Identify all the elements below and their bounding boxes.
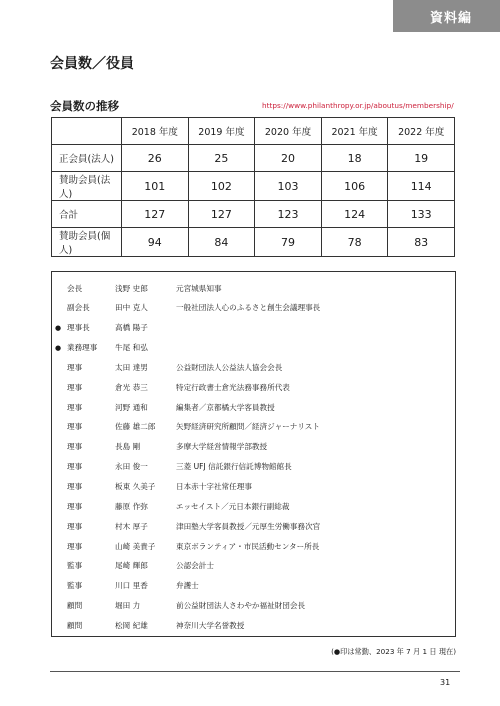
officer-role: 理事 [67, 362, 83, 372]
officer-row [52, 596, 455, 616]
officer-row [52, 496, 455, 516]
officer-role: 副会長 [67, 303, 90, 313]
officer-name: 河野 通和 [115, 402, 148, 412]
officer-name: 高橋 陽子 [115, 323, 148, 333]
member-count-cell: 83 [388, 228, 455, 257]
officer-row [52, 397, 455, 417]
officer-row [52, 477, 455, 497]
officer-name: 田中 克人 [115, 303, 148, 313]
officer-name: 堀田 力 [115, 601, 141, 611]
section-tab: 資料編 [393, 0, 500, 32]
member-count-cell: 103 [255, 172, 322, 201]
member-count-cell: 127 [188, 201, 255, 228]
officer-affiliation: 多摩大学経営情報学部教授 [176, 442, 268, 452]
officer-role: 理事長 [67, 323, 90, 333]
officer-affiliation: 矢野経済研究所顧問／経済ジャーナリスト [176, 422, 320, 432]
officer-role: 顧問 [67, 601, 83, 611]
officer-name: 藤原 作弥 [115, 501, 148, 511]
officer-row [52, 437, 455, 457]
member-count-cell: 25 [188, 145, 255, 172]
officer-row [52, 536, 455, 556]
officer-role: 理事 [67, 422, 83, 432]
officer-name: 村木 厚子 [115, 521, 148, 531]
officer-affiliation: 特定行政書士倉光法務事務所代表 [176, 382, 290, 392]
officer-affiliation: 三菱 UFJ 信託銀行信託博物館館長 [176, 462, 292, 472]
officer-affiliation: 公益財団法人公益法人協会会長 [176, 362, 283, 372]
officer-name: 山崎 美貴子 [115, 541, 156, 551]
year-header: 2020 年度 [255, 118, 322, 145]
member-count-cell: 18 [321, 145, 388, 172]
officer-row [52, 556, 455, 576]
membership-table-body [52, 145, 455, 257]
officer-name: 尾崎 輝郎 [115, 561, 148, 571]
table-row [52, 145, 455, 172]
officer-role: 会長 [67, 283, 83, 293]
officer-name: 浅野 史郎 [115, 283, 148, 293]
officer-affiliation: エッセイスト／元日本銀行副総裁 [176, 501, 290, 511]
footer-divider [50, 671, 460, 672]
year-header: 2022 年度 [388, 118, 455, 145]
officer-row [52, 457, 455, 477]
officer-name: 川口 里香 [115, 581, 148, 591]
officer-role: 監事 [67, 561, 83, 571]
member-count-cell: 101 [122, 172, 189, 201]
officer-role: 顧問 [67, 620, 83, 630]
officer-fulltime-mark: ● [55, 323, 62, 332]
officer-row [52, 615, 455, 635]
officer-name: 倉光 恭三 [115, 382, 148, 392]
officer-role: 理事 [67, 521, 83, 531]
officer-row [52, 338, 455, 358]
member-count-cell: 124 [321, 201, 388, 228]
member-count-cell: 114 [388, 172, 455, 201]
membership-table [51, 117, 455, 257]
member-count-cell: 127 [122, 201, 189, 228]
officer-row [52, 278, 455, 298]
member-count-cell: 133 [388, 201, 455, 228]
officer-name: 牛尾 和弘 [115, 343, 148, 353]
member-count-cell: 78 [321, 228, 388, 257]
officers-footnote: (●印は常勤、2023 年 7 月 1 日 現在) [331, 647, 456, 656]
member-count-cell: 19 [388, 145, 455, 172]
officer-affiliation: 公認会計士 [176, 561, 214, 571]
officer-row [52, 298, 455, 318]
member-count-cell: 94 [122, 228, 189, 257]
officers-list [51, 271, 456, 637]
officer-row [52, 357, 455, 377]
officer-name: 太田 達男 [115, 362, 148, 372]
row-label: 賛助会員(法人) [52, 172, 122, 201]
officer-row [52, 318, 455, 338]
officer-role: 理事 [67, 402, 83, 412]
officer-row [52, 377, 455, 397]
officer-role: 理事 [67, 501, 83, 511]
row-label: 賛助会員(個人) [52, 228, 122, 257]
officer-affiliation: 津田塾大学客員教授／元厚生労働事務次官 [176, 521, 321, 531]
year-header: 2021 年度 [321, 118, 388, 145]
officer-fulltime-mark: ● [55, 343, 62, 352]
officer-affiliation: 日本赤十字社常任理事 [176, 482, 252, 491]
officer-name: 長島 剛 [115, 442, 141, 452]
year-header: 2019 年度 [188, 118, 255, 145]
officer-role: 理事 [67, 442, 83, 452]
officer-role: 理事 [67, 541, 83, 551]
member-count-cell: 106 [321, 172, 388, 201]
officer-affiliation: 編集者／京都橘大学客員教授 [176, 402, 275, 412]
officer-row [52, 516, 455, 536]
officer-role: 理事 [67, 482, 83, 491]
row-label: 合計 [52, 201, 122, 228]
officer-role: 監事 [67, 581, 83, 591]
page-title: 会員数／役員 [50, 56, 134, 72]
membership-heading: 会員数の推移 [50, 99, 119, 113]
officer-affiliation: 一般社団法人心のふるさと創生会議理事長 [176, 303, 321, 313]
officer-row [52, 417, 455, 437]
member-count-cell: 20 [255, 145, 322, 172]
table-row [52, 172, 455, 201]
table-row [52, 201, 455, 228]
officer-name: 板東 久美子 [115, 482, 156, 491]
member-count-cell: 84 [188, 228, 255, 257]
member-count-cell: 123 [255, 201, 322, 228]
year-header: 2018 年度 [122, 118, 189, 145]
officer-affiliation: 神奈川大学名誉教授 [176, 620, 245, 630]
officer-affiliation: 前公益財団法人さわやか福祉財団会長 [176, 601, 306, 611]
table-row [52, 228, 455, 257]
member-count-cell: 102 [188, 172, 255, 201]
corner-cell [52, 118, 122, 145]
officer-affiliation: 元宮城県知事 [176, 283, 222, 293]
officer-role: 理事 [67, 462, 83, 472]
officer-role: 理事 [67, 382, 83, 392]
officer-name: 永田 俊一 [115, 462, 148, 472]
member-count-cell: 79 [255, 228, 322, 257]
officer-row [52, 576, 455, 596]
page-number: 31 [440, 678, 451, 687]
member-count-cell: 26 [122, 145, 189, 172]
officer-role: 業務理事 [67, 343, 98, 353]
membership-source-link[interactable]: https://www.philanthropy.or.jp/aboutus/membership/ [262, 101, 454, 110]
officer-name: 佐藤 雄二郎 [115, 422, 156, 432]
row-label: 正会員(法人) [52, 145, 122, 172]
officer-affiliation: 弁護士 [176, 581, 199, 591]
officer-affiliation: 東京ボランティア・市民活動センター所長 [176, 541, 320, 551]
membership-header-row [52, 118, 455, 145]
officer-name: 松岡 紀雄 [115, 620, 148, 630]
